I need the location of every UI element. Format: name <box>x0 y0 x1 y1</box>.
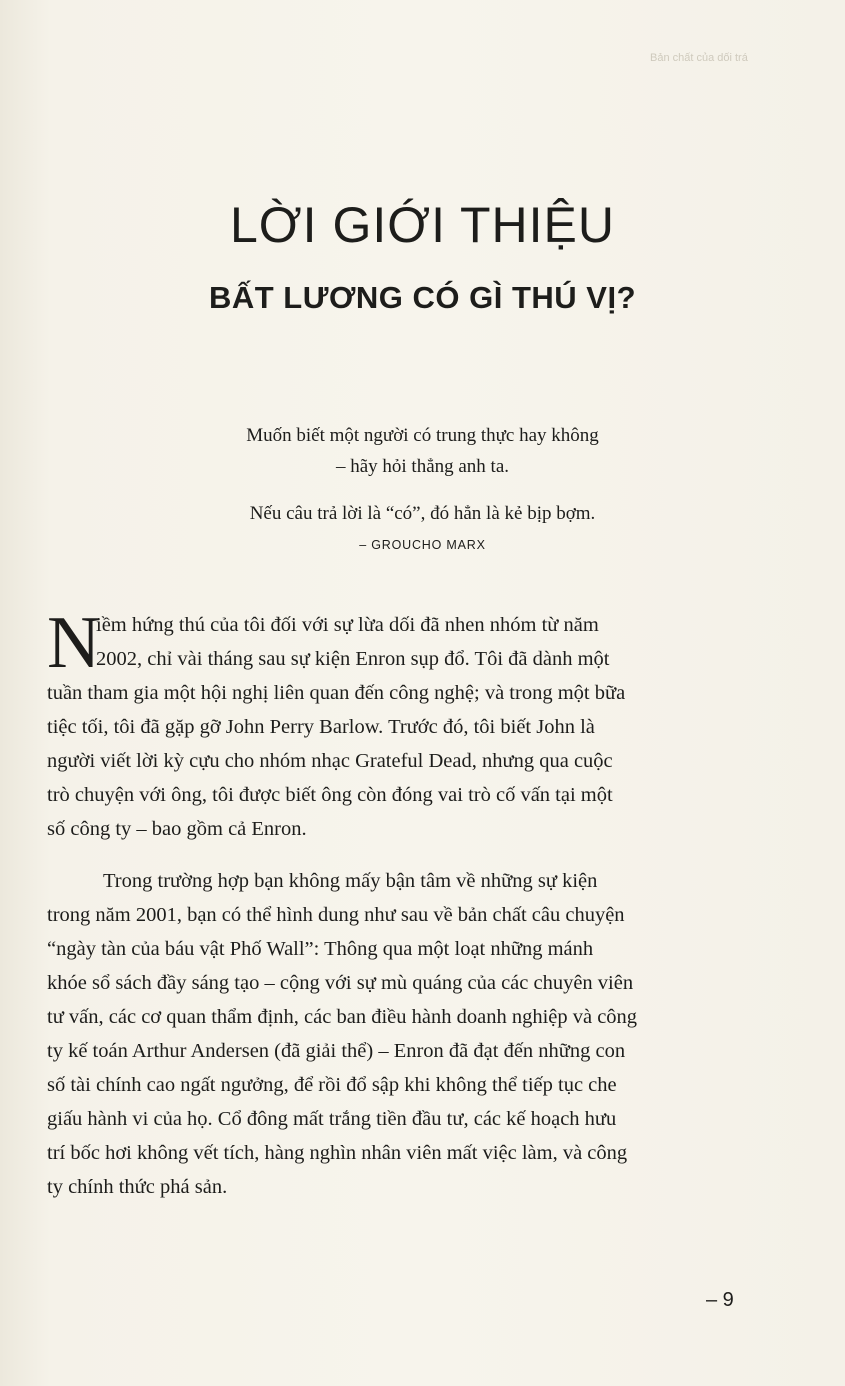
paragraph <box>47 864 771 1204</box>
text-line: “ngày tàn của báu vật Phố Wall”: Thông qua một loạt những mánh <box>47 938 594 960</box>
text-line: khóe sổ sách đầy sáng tạo – cộng với sự mù quáng của các chuyên viên <box>47 972 634 994</box>
page-number: – 9 <box>706 1289 734 1311</box>
body-text <box>47 602 771 1204</box>
text-line: số công ty – bao gồm cả Enron. <box>47 818 307 840</box>
text-line: trong năm 2001, bạn có thể hình dung như sau về bản chất câu chuyện <box>47 904 625 926</box>
paragraph <box>47 602 771 846</box>
text-line: 2002, chỉ vài tháng sau sự kiện Enron sụp đổ. Tôi đã dành một <box>96 648 610 670</box>
epigraph-attribution: – GROUCHO MARX <box>359 538 486 552</box>
text-line: iềm hứng thú của tôi đối với sự lừa dối đã nhen nhóm từ năm <box>96 614 599 636</box>
drop-cap: N <box>47 602 101 684</box>
text-line: ty chính thức phá sản. <box>47 1176 228 1198</box>
epigraph <box>0 420 845 529</box>
text-line: người viết lời kỳ cựu cho nhóm nhạc Grateful Dead, nhưng qua cuộc <box>47 750 613 772</box>
text-line: Trong trường hợp bạn không mấy bận tâm về những sự kiện <box>103 870 598 892</box>
text-line: tiệc tối, tôi đã gặp gỡ John Perry Barlow. Trước đó, tôi biết John là <box>47 716 595 738</box>
text-line: trí bốc hơi không vết tích, hàng nghìn nhân viên mất việc làm, và công <box>47 1142 628 1164</box>
chapter-subtitle: BẤT LƯƠNG CÓ GÌ THÚ VỊ? <box>208 280 637 315</box>
chapter-title: LỜI GIỚI THIỆU <box>230 197 615 253</box>
text-line: tuần tham gia một hội nghị liên quan đến công nghệ; và trong một bữa <box>47 682 626 704</box>
text-line: số tài chính cao ngất ngưởng, để rồi đổ sập khi không thể tiếp tục che <box>47 1074 617 1096</box>
text-line: tư vấn, các cơ quan thẩm định, các ban điều hành doanh nghiệp và công <box>47 1006 638 1028</box>
text-line: giấu hành vi của họ. Cổ đông mất trắng tiền đầu tư, các kế hoạch hưu <box>47 1108 617 1130</box>
running-head: Bản chất của dối trá <box>650 52 748 64</box>
text-line: ty kế toán Arthur Andersen (đã giải thể) – Enron đã đạt đến những con <box>47 1040 626 1062</box>
text-line: trò chuyện với ông, tôi được biết ông còn đóng vai trò cố vấn tại một <box>47 784 613 806</box>
epigraph-line: Nếu câu trả lời là “có”, đó hẳn là kẻ bịp bợm. <box>249 503 596 524</box>
epigraph-line: Muốn biết một người có trung thực hay không <box>246 425 599 446</box>
epigraph-line: – hãy hỏi thẳng anh ta. <box>335 456 510 477</box>
